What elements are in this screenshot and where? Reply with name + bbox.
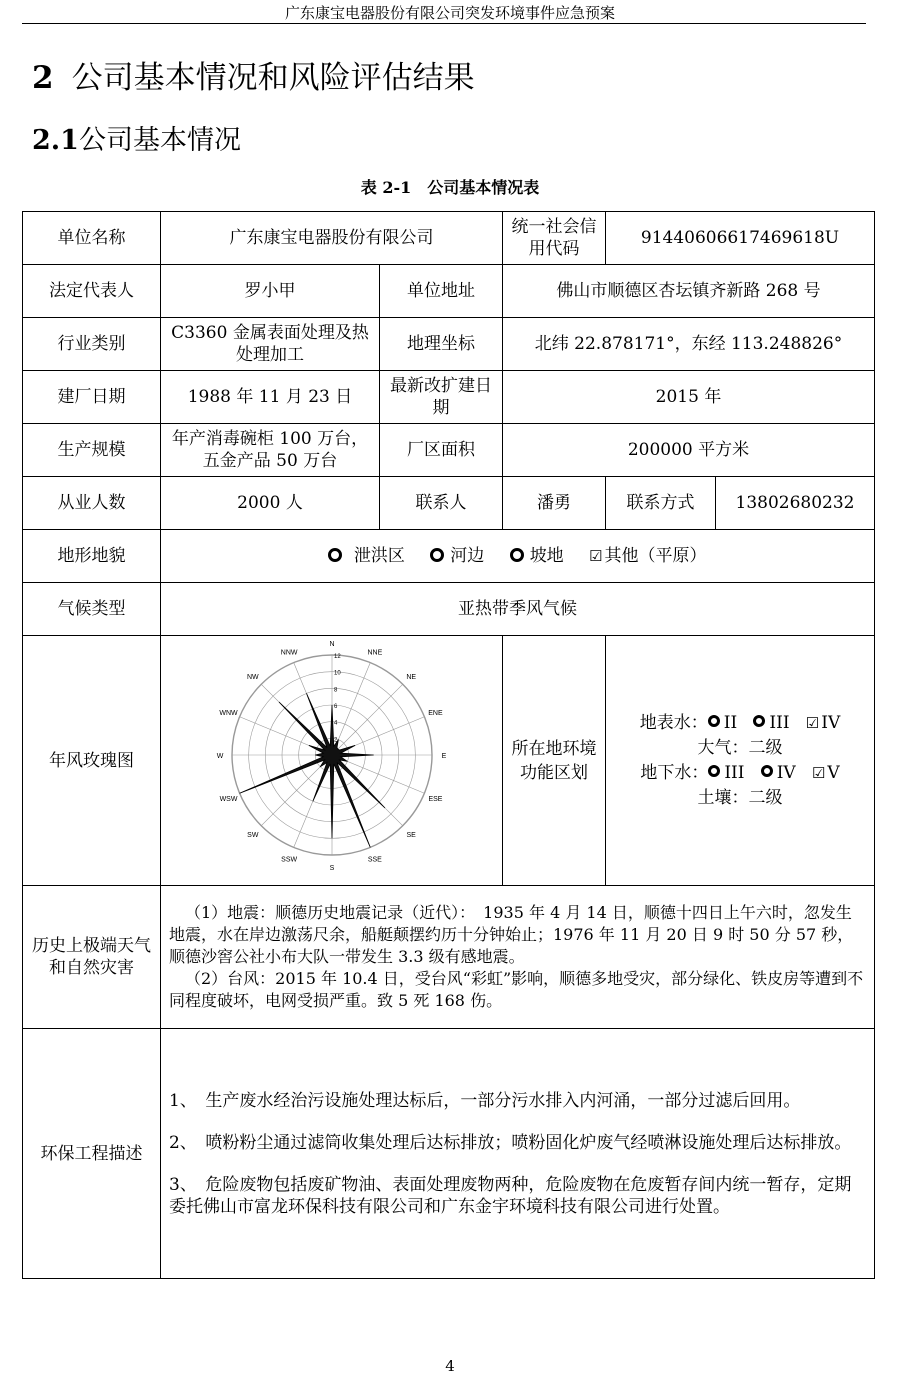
wind-rose-spoke bbox=[332, 684, 403, 755]
wind-rose-tick-label: 6 bbox=[333, 703, 337, 710]
radio-circle-icon bbox=[510, 548, 524, 562]
zone-option: III bbox=[769, 712, 790, 733]
wind-rose-chart bbox=[167, 641, 497, 881]
section-number: 2 bbox=[32, 60, 54, 96]
cell-value: 13802680232 bbox=[716, 477, 875, 530]
wind-rose-tick-label: 12 bbox=[333, 653, 341, 660]
subsection-heading bbox=[32, 118, 241, 157]
table-row bbox=[23, 424, 875, 477]
table-row bbox=[23, 212, 875, 265]
terrain-options bbox=[161, 530, 875, 583]
table-row bbox=[23, 477, 875, 530]
zone-option: III bbox=[724, 762, 745, 783]
wind-rose-direction-label: NE bbox=[405, 673, 416, 681]
wind-rose-direction-label: E bbox=[441, 752, 446, 760]
wind-rose-direction-label: S bbox=[329, 864, 334, 872]
wind-rose-direction-label: ESE bbox=[427, 795, 442, 803]
wind-rose-tick-label: 8 bbox=[333, 686, 337, 693]
table-row bbox=[23, 636, 875, 886]
cell-label: 厂区面积 bbox=[380, 424, 503, 477]
wind-rose-direction-label: WNW bbox=[218, 709, 238, 717]
radio-circle-icon bbox=[328, 548, 342, 562]
wind-rose-direction-label: SSE bbox=[367, 855, 382, 863]
table-row bbox=[23, 265, 875, 318]
cell-label: 统一社会信用代码 bbox=[503, 212, 606, 265]
section-heading bbox=[32, 52, 475, 97]
cell-value: 罗小甲 bbox=[161, 265, 380, 318]
zone-option: IV bbox=[821, 712, 841, 733]
cell-value: 北纬 22.878171°，东经 113.248826° bbox=[503, 318, 875, 371]
cell-label: 联系方式 bbox=[606, 477, 716, 530]
radio-circle-icon bbox=[708, 715, 720, 727]
wind-rose-polygon bbox=[239, 693, 384, 847]
terrain-option bbox=[510, 545, 564, 567]
cell-label: 行业类别 bbox=[23, 318, 161, 371]
wind-rose-direction-label: NNE bbox=[366, 649, 382, 657]
zone-label: 地下水： bbox=[640, 762, 709, 783]
wind-rose-direction-label: SSW bbox=[280, 855, 297, 863]
cell-label: 法定代表人 bbox=[23, 265, 161, 318]
table-row bbox=[23, 530, 875, 583]
cell-value: 1988 年 11 月 23 日 bbox=[161, 371, 380, 424]
cell-value: 广东康宝电器股份有限公司 bbox=[161, 212, 503, 265]
header-rule bbox=[22, 23, 866, 24]
radio-circle-icon bbox=[761, 765, 773, 777]
wind-rose-direction-label: ENE bbox=[427, 709, 443, 717]
cell-label: 气候类型 bbox=[23, 583, 161, 636]
disaster-cell bbox=[161, 886, 875, 1029]
wind-rose-direction-label: W bbox=[216, 752, 223, 760]
page-header: 广东康宝电器股份有限公司突发环境事件应急预案 bbox=[284, 4, 615, 22]
cell-label: 环保工程描述 bbox=[23, 1029, 161, 1279]
cell-label: 联系人 bbox=[380, 477, 503, 530]
zone-cell bbox=[606, 636, 875, 886]
terrain-option-label: 其他（平原） bbox=[604, 546, 707, 566]
table-caption: 表 2-1 公司基本情况表 bbox=[360, 178, 540, 197]
zone-option: II bbox=[723, 712, 738, 733]
wind-rose-direction-label: NNW bbox=[280, 649, 297, 657]
table-row bbox=[23, 318, 875, 371]
zone-label: 地表水： bbox=[639, 712, 708, 733]
cell-value: 200000 平方米 bbox=[503, 424, 875, 477]
zone-air: 大气：二级 bbox=[697, 737, 783, 758]
checkbox-checked-icon: ☑ bbox=[811, 763, 826, 782]
radio-circle-icon bbox=[753, 715, 765, 727]
cell-label: 所在地环境功能区划 bbox=[503, 636, 606, 886]
cell-value: 91440606617469618U bbox=[606, 212, 875, 265]
wind-rose-direction-label: WSW bbox=[219, 795, 237, 803]
wind-rose-direction-label: SW bbox=[246, 831, 258, 839]
wind-rose-direction-label: NW bbox=[246, 673, 259, 681]
table-row bbox=[23, 1029, 875, 1279]
cell-value: C3360 金属表面处理及热处理加工 bbox=[161, 318, 380, 371]
env-paragraph: 3、 危险废物包括废矿物油、表面处理废物两种，危险废物在危废暂存间内统一暂存，定期委托佛山市富龙环保科技有限公司和广东金宇环境科技有限公司进行处置。 bbox=[169, 1174, 852, 1217]
zone-surface-water bbox=[610, 711, 870, 736]
cell-label: 年风玫瑰图 bbox=[23, 636, 161, 886]
env-paragraph: 2、 喷粉粉尘通过滤筒收集处理后达标排放；喷粉固化炉废气经喷淋设施处理后达标排放。 bbox=[169, 1132, 852, 1153]
cell-value: 佛山市顺德区杏坛镇齐新路 268 号 bbox=[503, 265, 875, 318]
cell-value: 2015 年 bbox=[503, 371, 875, 424]
checkbox-checked-icon: ☑ bbox=[805, 713, 820, 732]
cell-label: 单位名称 bbox=[23, 212, 161, 265]
checkbox-checked-icon: ☑ bbox=[589, 547, 603, 565]
cell-label: 建厂日期 bbox=[23, 371, 161, 424]
table-row bbox=[23, 886, 875, 1029]
disaster-paragraph: （2）台风：2015 年 10.4 日，受台风“彩虹”影响，顺德多地受灾，部分绿化、铁皮房等遭到不同程度破坏，电网受损严重。致 5 死 168 伤。 bbox=[169, 969, 864, 1010]
wind-rose-tick-label: 10 bbox=[333, 670, 341, 677]
radio-circle-icon bbox=[708, 765, 720, 777]
wind-rose-direction-label: N bbox=[328, 640, 335, 648]
env-paragraph: 1、 生产废水经治污设施处理达标后，一部分污水排入内河涌，一部分过滤后回用。 bbox=[169, 1090, 801, 1111]
wind-rose-direction-label: SE bbox=[406, 831, 416, 839]
terrain-option bbox=[430, 545, 484, 567]
terrain-option bbox=[328, 545, 404, 567]
cell-label: 历史上极端天气和自然灾害 bbox=[23, 886, 161, 1029]
cell-value: 年产消毒碗柜 100 万台，五金产品 50 万台 bbox=[161, 424, 380, 477]
subsection-title: 公司基本情况 bbox=[78, 125, 241, 156]
cell-label: 单位地址 bbox=[380, 265, 503, 318]
zone-groundwater bbox=[610, 761, 870, 786]
wind-rose-tick-label: 4 bbox=[333, 720, 337, 727]
terrain-option-label: 坡地 bbox=[529, 546, 564, 566]
subsection-number: 2.1 bbox=[32, 125, 79, 156]
table-row bbox=[23, 583, 875, 636]
table-row bbox=[23, 371, 875, 424]
zone-option: V bbox=[827, 762, 840, 783]
disaster-paragraph: （1）地震：顺德历史地震记录（近代）： 1935 年 4 月 14 日，顺德十四日上午六时，忽发生地震，水在岸边激荡尺余，船艇颠摆约历十分钟始止；1976 年 11 月 20 日 9 时 50 分 57 秒，顺德沙窖公社小布大队一带发生 3.3 级有感地震。 bbox=[169, 903, 854, 966]
page-number: 4 bbox=[445, 1357, 455, 1375]
radio-circle-icon bbox=[430, 548, 444, 562]
cell-value: 亚热带季风气候 bbox=[161, 583, 875, 636]
wind-rose-tick-label: 2 bbox=[333, 736, 337, 743]
wind-rose-cell bbox=[161, 636, 503, 886]
cell-label: 地理坐标 bbox=[380, 318, 503, 371]
zone-soil: 土壤：二级 bbox=[697, 787, 783, 808]
terrain-option-label: 泄洪区 bbox=[353, 546, 405, 566]
env-cell bbox=[161, 1029, 875, 1279]
cell-label: 生产规模 bbox=[23, 424, 161, 477]
cell-label: 地形地貌 bbox=[23, 530, 161, 583]
cell-label: 从业人数 bbox=[23, 477, 161, 530]
cell-value: 2000 人 bbox=[161, 477, 380, 530]
terrain-option-label: 河边 bbox=[450, 546, 485, 566]
zone-option: IV bbox=[776, 762, 796, 783]
terrain-option bbox=[589, 545, 706, 567]
section-title: 公司基本情况和风险评估结果 bbox=[71, 60, 475, 96]
company-info-table bbox=[22, 211, 875, 1279]
cell-label: 最新改扩建日期 bbox=[380, 371, 503, 424]
cell-value: 潘勇 bbox=[503, 477, 606, 530]
